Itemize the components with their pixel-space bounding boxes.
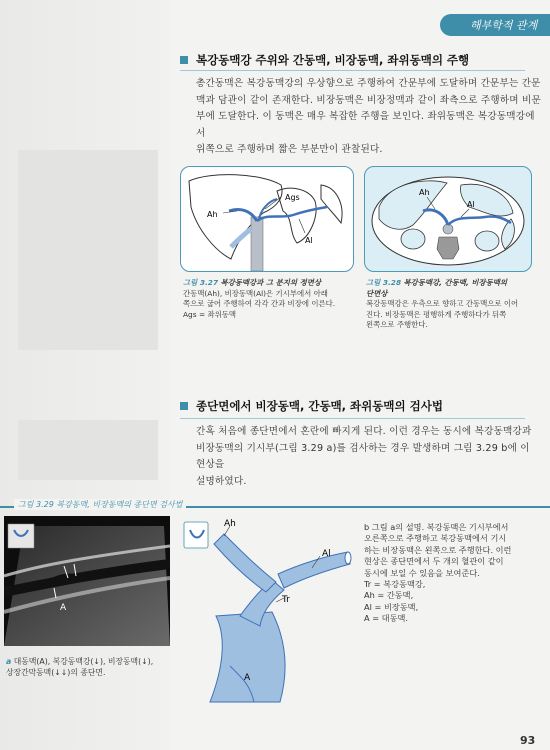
caption-number: 그림 3.28 (366, 278, 402, 287)
figure-3-29-caption-a (6, 656, 176, 678)
ultrasound-image (4, 516, 170, 646)
figure-3-28-caption (366, 278, 534, 331)
caption-line: 복강동맥강은 우측으로 향하고 간동맥으로 이어 (366, 299, 519, 309)
section-divider (180, 70, 525, 71)
caption-line: 간동맥(Ah), 비장동맥(Al)은 기시부에서 아래 (183, 288, 328, 298)
note-line: 동시에 보일 수 있음을 보여준다. (364, 567, 480, 578)
chapter-tab (440, 14, 550, 36)
label-tr: Tr (282, 595, 290, 605)
ultrasound-scan (4, 516, 170, 646)
section1-paragraph (196, 76, 541, 159)
note-line: A = 대동맥. (364, 613, 408, 624)
note-line: Tr = 복강동맥강, (364, 579, 426, 590)
paragraph-line: 위쪽으로 주행하며 짧은 부분만이 관찰된다. (196, 144, 383, 155)
margin-block (18, 420, 158, 480)
label-ah: Ah (419, 188, 430, 197)
caption-line: 쪽으로 굽어 주행하여 각각 간과 비장에 이른다. (183, 299, 336, 309)
figure-3-27 (180, 166, 354, 272)
page-number: 93 (520, 734, 536, 747)
section2-title: 종단면에서 비장동맥, 간동맥, 좌위동맥의 검사법 (196, 399, 443, 413)
note-line: 오른쪽으로 주행하고 복강동맥에서 기시 (364, 533, 507, 544)
section-divider (180, 418, 525, 419)
anatomy-cross-section-diagram (365, 167, 531, 271)
figure-3-29-note-b (364, 522, 544, 625)
label-a: A (244, 673, 251, 683)
label-al: Al (467, 200, 475, 209)
note-line: Al = 비장동맥, (364, 601, 419, 612)
caption-line: 상장간막동맥(↓↓)의 종단면. (6, 668, 106, 677)
figure-3-29b-diagram (180, 516, 360, 704)
paragraph-line: 설명하였다. (196, 475, 247, 487)
paragraph-line: 비장동맥의 기시부(그림 3.29 a)를 검사하는 경우 발생하며 그림 3.29 b에 이 현상을 (196, 442, 530, 470)
label-ah: Ah (224, 519, 236, 529)
margin-block (18, 150, 158, 350)
note-line: b 그림 a의 설명. 복강동맥은 기시부에서 (364, 522, 509, 532)
figure-3-27-caption (183, 278, 353, 320)
note-line: 하는 비장동맥은 왼쪽으로 주행한다. 이런 (364, 544, 512, 555)
section2-paragraph (196, 424, 541, 490)
us-label-a: A (60, 603, 67, 613)
label-al: Al (322, 549, 331, 559)
figure-3-28 (364, 166, 532, 272)
caption-number: 그림 3.27 (183, 278, 219, 287)
paragraph-line: 부에 도달한다. 이 동맥은 매우 복잡한 주행을 보인다. 좌위동맥은 복강동맥강에서 (196, 111, 535, 139)
caption-title: 단면상 (366, 288, 388, 298)
paragraph-line: 맥과 담관이 같이 존재한다. 비장동맥은 비장정맥과 같이 좌측으로 주행하며 비문 (196, 94, 541, 106)
vessel-diagram (180, 516, 360, 704)
label-ah: Ah (207, 210, 218, 219)
caption-title: 복강동맥강, 간동맥, 비장동맥의 (403, 278, 508, 287)
section-bullet (180, 56, 188, 64)
chapter-tab-label: 해부학적 관계 (470, 19, 538, 32)
section1-title: 복강동맥강 주위와 간동맥, 비장동맥, 좌위동맥의 주행 (196, 53, 470, 67)
caption-line: 왼쪽으로 주행한다. (366, 320, 428, 330)
section-bullet (180, 402, 188, 410)
anatomy-frontal-diagram (181, 167, 353, 271)
note-line: Ah = 간동맥, (364, 590, 414, 601)
caption-line: 진다. 비장동맥은 평행하게 주행하다가 뒤쪽 (366, 309, 507, 319)
caption-letter: a (6, 657, 12, 666)
note-line: 현상은 종단면에서 두 개의 혈관이 같이 (364, 556, 504, 567)
figure-3-29-label: 그림 3.29 복강동맥, 비장동맥의 종단면 검사법 (14, 499, 186, 510)
caption-line: 대동맥(A), 복강동맥강(↓), 비장동맥(↓), (13, 657, 154, 666)
label-ags: Ags (285, 193, 300, 202)
paragraph-line: 간혹 처음에 종단면에서 혼란에 빠지게 된다. 이런 경우는 동시에 복강동맥강과 (196, 426, 532, 437)
paragraph-line: 총간동맥은 복강동맥강의 우상향으로 주행하여 간문부에 도달하며 간문부는 간문 (196, 78, 541, 89)
caption-line: Ags = 좌위동맥 (183, 309, 237, 319)
label-al: Al (305, 236, 313, 245)
caption-title: 복강동맥강과 그 분지의 정면상 (220, 278, 321, 287)
